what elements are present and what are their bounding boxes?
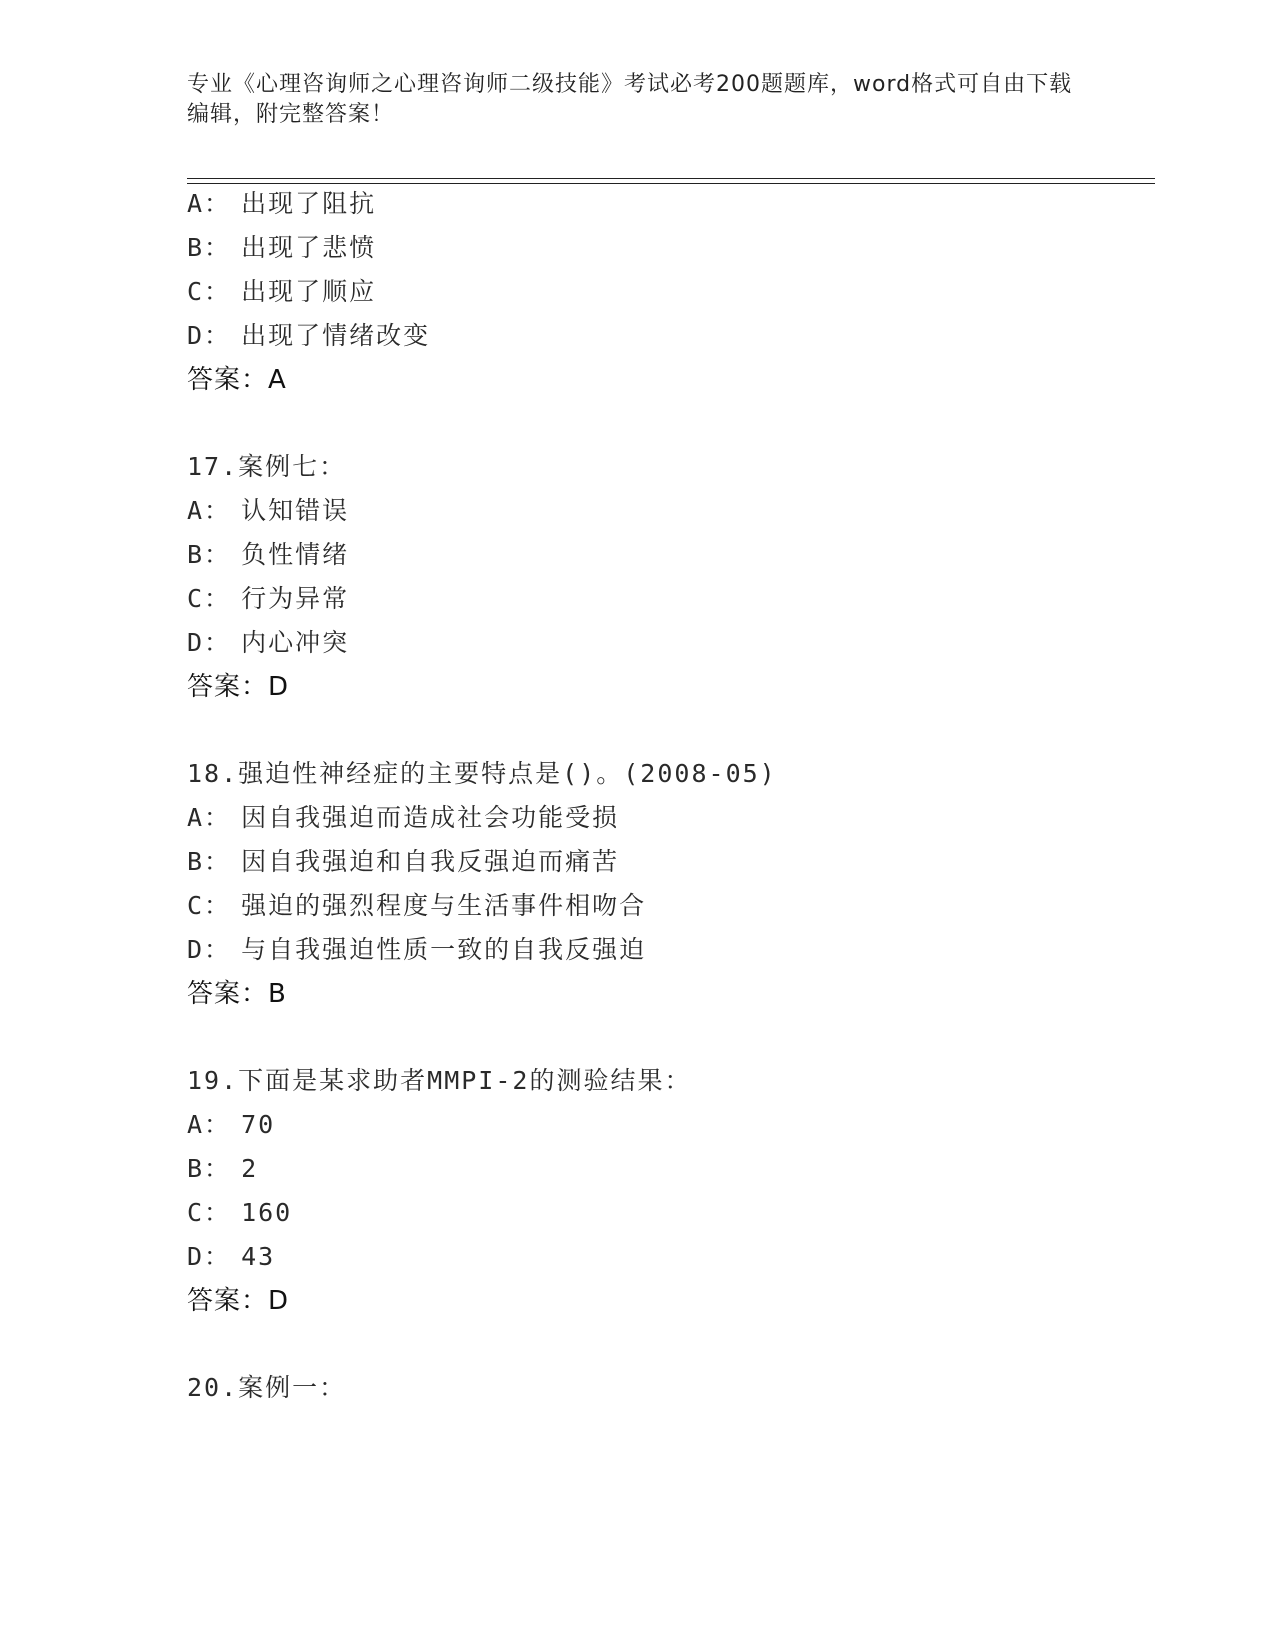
answer-line: 答案：D bbox=[187, 672, 290, 702]
document-header bbox=[187, 70, 1077, 130]
option-c: C： 出现了顺应 bbox=[187, 277, 377, 306]
answer-line: 答案：D bbox=[187, 1286, 290, 1316]
option-d: D： 内心冲突 bbox=[187, 628, 350, 657]
header-rule-bottom bbox=[187, 183, 1155, 184]
header-rule-top bbox=[187, 178, 1155, 179]
question-stem: 20.案例一： bbox=[187, 1373, 347, 1402]
option-d: D： 出现了情绪改变 bbox=[187, 321, 431, 350]
option-c: C： 强迫的强烈程度与生活事件相吻合 bbox=[187, 891, 647, 920]
question-stem: 18.强迫性神经症的主要特点是()。(2008-05) bbox=[187, 759, 777, 788]
option-d: D： 43 bbox=[187, 1242, 276, 1271]
question-stem: 17.案例七： bbox=[187, 452, 347, 481]
option-b: B： 2 bbox=[187, 1154, 259, 1183]
option-c: C： 行为异常 bbox=[187, 584, 350, 613]
question-stem: 19.下面是某求助者MMPI-2的测验结果： bbox=[187, 1066, 692, 1095]
option-a: A： 出现了阻抗 bbox=[187, 189, 377, 218]
answer-line: 答案：A bbox=[187, 365, 287, 395]
option-b: B： 负性情绪 bbox=[187, 540, 350, 569]
option-b: B： 出现了悲愤 bbox=[187, 233, 377, 262]
option-b: B： 因自我强迫和自我反强迫而痛苦 bbox=[187, 847, 620, 876]
option-a: A： 70 bbox=[187, 1110, 276, 1139]
option-a: A： 因自我强迫而造成社会功能受损 bbox=[187, 803, 620, 832]
answer-line: 答案：B bbox=[187, 979, 287, 1009]
option-a: A： 认知错误 bbox=[187, 496, 350, 525]
option-c: C： 160 bbox=[187, 1198, 293, 1227]
option-d: D： 与自我强迫性质一致的自我反强迫 bbox=[187, 935, 647, 964]
document-title: 专业《心理咨询师之心理咨询师二级技能》考试必考200题题库，word格式可自由下载编辑，附完整答案！ bbox=[187, 72, 1073, 127]
